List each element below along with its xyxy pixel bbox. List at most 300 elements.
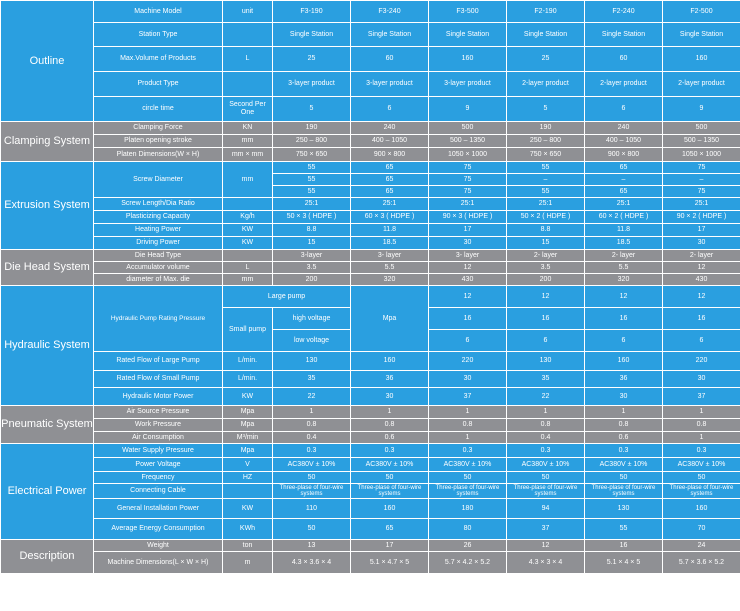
value-cell: Three-plase of four-wire systems bbox=[351, 484, 429, 499]
table-row bbox=[1, 198, 740, 211]
value-cell: 50 bbox=[273, 519, 351, 540]
value-cell: 9 bbox=[429, 97, 507, 122]
value-cell: 5 bbox=[507, 97, 585, 122]
value-cell: 35 bbox=[507, 371, 585, 388]
model-name: F3-500 bbox=[429, 1, 507, 23]
low-voltage-label: low voltage bbox=[273, 330, 351, 352]
value-cell: 2- layer bbox=[585, 250, 663, 262]
value-cell: 25:1 bbox=[429, 198, 507, 211]
spec-label: Machine Dimensions(L × W × H) bbox=[94, 552, 223, 574]
spec-label: Air Source Pressure bbox=[94, 406, 223, 419]
value-cell: Three-plase of four-wire systems bbox=[273, 484, 351, 499]
value-cell: 1050 × 1000 bbox=[429, 148, 507, 162]
spec-label: Screw Length/Dia Ratio bbox=[94, 198, 223, 211]
value-cell: 320 bbox=[585, 274, 663, 286]
value-cell: 22 bbox=[273, 388, 351, 406]
value-cell: 22 bbox=[507, 388, 585, 406]
small-pump-label: Small pump bbox=[223, 308, 273, 352]
value-cell: 75 bbox=[429, 174, 507, 186]
table-row bbox=[1, 472, 740, 484]
value-cell: 1 bbox=[663, 406, 740, 419]
value-cell: AC380V ± 10% bbox=[663, 458, 740, 472]
value-cell: 55 bbox=[507, 186, 585, 198]
spec-unit: ton bbox=[223, 540, 273, 552]
value-cell: 1 bbox=[507, 406, 585, 419]
value-cell: 75 bbox=[663, 162, 740, 174]
spec-label: Platen Dimensions(W × H) bbox=[94, 148, 223, 162]
spec-unit bbox=[223, 72, 273, 97]
table-row bbox=[1, 484, 740, 499]
value-cell: 6 bbox=[429, 330, 507, 352]
high-voltage-label: high voltage bbox=[273, 308, 351, 330]
value-cell: 240 bbox=[585, 122, 663, 135]
value-cell: 12 bbox=[507, 286, 585, 308]
spec-unit: M³/min bbox=[223, 432, 273, 444]
value-cell: 15 bbox=[273, 237, 351, 250]
value-cell: 2-layer product bbox=[585, 72, 663, 97]
value-cell: 1 bbox=[429, 432, 507, 444]
value-cell: 110 bbox=[273, 499, 351, 519]
value-cell: AC380V ± 10% bbox=[585, 458, 663, 472]
value-cell: 16 bbox=[507, 308, 585, 330]
spec-label: Plasticizing Capacity bbox=[94, 211, 223, 224]
value-cell: 200 bbox=[273, 274, 351, 286]
table-row bbox=[1, 371, 740, 388]
value-cell: 65 bbox=[351, 519, 429, 540]
table-row bbox=[1, 499, 740, 519]
value-cell: 16 bbox=[585, 540, 663, 552]
value-cell: 25:1 bbox=[351, 198, 429, 211]
value-cell: 180 bbox=[429, 499, 507, 519]
value-cell: 250 – 800 bbox=[507, 135, 585, 148]
value-cell: Three-plase of four-wire systems bbox=[585, 484, 663, 499]
value-cell: 55 bbox=[273, 162, 351, 174]
spec-unit bbox=[223, 198, 273, 211]
value-cell: 12 bbox=[663, 262, 740, 274]
value-cell: 0.4 bbox=[273, 432, 351, 444]
value-cell: 0.6 bbox=[585, 432, 663, 444]
spec-label: Die Head Type bbox=[94, 250, 223, 262]
spec-label: Connecting Cable bbox=[94, 484, 223, 499]
spec-label: Max.Volume of Products bbox=[94, 47, 223, 72]
value-cell: 190 bbox=[507, 122, 585, 135]
value-cell: AC380V ± 10% bbox=[273, 458, 351, 472]
value-cell: – bbox=[507, 174, 585, 186]
section-title: Electrical Power bbox=[1, 444, 94, 540]
value-cell: Three-plase of four-wire systems bbox=[507, 484, 585, 499]
spec-label: Power Voltage bbox=[94, 458, 223, 472]
value-cell: 30 bbox=[663, 371, 740, 388]
value-cell: 400 – 1050 bbox=[585, 135, 663, 148]
value-cell: 250 – 800 bbox=[273, 135, 351, 148]
table-row bbox=[1, 237, 740, 250]
value-cell: 11.8 bbox=[351, 224, 429, 237]
value-cell: 0.8 bbox=[429, 419, 507, 432]
value-cell: 200 bbox=[507, 274, 585, 286]
spec-unit: L bbox=[223, 262, 273, 274]
model-name: F3-240 bbox=[351, 1, 429, 23]
value-cell: 130 bbox=[585, 499, 663, 519]
value-cell: 1 bbox=[351, 406, 429, 419]
section-title: Description bbox=[1, 540, 94, 574]
value-cell: 500 bbox=[663, 122, 740, 135]
value-cell: Three-plase of four-wire systems bbox=[663, 484, 740, 499]
value-cell: 16 bbox=[429, 308, 507, 330]
value-cell: 160 bbox=[663, 47, 740, 72]
value-cell: 220 bbox=[663, 352, 740, 371]
value-cell: 3-layer product bbox=[351, 72, 429, 97]
table-row bbox=[1, 406, 740, 419]
table-row bbox=[1, 540, 740, 552]
spec-unit: KWh bbox=[223, 519, 273, 540]
value-cell: 12 bbox=[429, 286, 507, 308]
value-cell: 80 bbox=[429, 519, 507, 540]
value-cell: 750 × 650 bbox=[273, 148, 351, 162]
value-cell: AC380V ± 10% bbox=[351, 458, 429, 472]
spec-unit: KN bbox=[223, 122, 273, 135]
table-row bbox=[1, 1, 740, 23]
value-cell: 130 bbox=[507, 352, 585, 371]
value-cell: 8.8 bbox=[273, 224, 351, 237]
value-cell: 160 bbox=[663, 499, 740, 519]
value-cell: 50 × 2 ( HDPE ) bbox=[507, 211, 585, 224]
spec-unit: V bbox=[223, 458, 273, 472]
value-cell: 750 × 650 bbox=[507, 148, 585, 162]
value-cell: 500 bbox=[429, 122, 507, 135]
header-model-label: Machine Model bbox=[94, 1, 223, 23]
value-cell: 0.3 bbox=[585, 444, 663, 458]
value-cell: 8.8 bbox=[507, 224, 585, 237]
table-row bbox=[1, 432, 740, 444]
value-cell: 320 bbox=[351, 274, 429, 286]
value-cell: 0.8 bbox=[507, 419, 585, 432]
table-row bbox=[1, 444, 740, 458]
spec-label: Clamping Force bbox=[94, 122, 223, 135]
spec-unit: KW bbox=[223, 388, 273, 406]
value-cell: 15 bbox=[507, 237, 585, 250]
spec-unit: L bbox=[223, 47, 273, 72]
value-cell: 11.8 bbox=[585, 224, 663, 237]
value-cell: 500 – 1350 bbox=[429, 135, 507, 148]
value-cell: 3-layer product bbox=[273, 72, 351, 97]
table-row bbox=[1, 122, 740, 135]
value-cell: 4.3 × 3.6 × 4 bbox=[273, 552, 351, 574]
value-cell: 70 bbox=[663, 519, 740, 540]
value-cell: 50 bbox=[507, 472, 585, 484]
table-row bbox=[1, 262, 740, 274]
spec-unit bbox=[223, 23, 273, 47]
value-cell: 65 bbox=[351, 186, 429, 198]
value-cell: 37 bbox=[507, 519, 585, 540]
value-cell: 5.1 × 4 × 5 bbox=[585, 552, 663, 574]
spec-unit: L/min. bbox=[223, 352, 273, 371]
value-cell: 36 bbox=[585, 371, 663, 388]
value-cell: 0.8 bbox=[273, 419, 351, 432]
spec-label: Driving Power bbox=[94, 237, 223, 250]
value-cell: 430 bbox=[663, 274, 740, 286]
value-cell: 24 bbox=[663, 540, 740, 552]
section-title: Extrusion System bbox=[1, 162, 94, 250]
model-name: F3-190 bbox=[273, 1, 351, 23]
value-cell: 18.5 bbox=[585, 237, 663, 250]
spec-label: Station Type bbox=[94, 23, 223, 47]
table-row bbox=[1, 274, 740, 286]
value-cell: 5 bbox=[273, 97, 351, 122]
value-cell: 2- layer bbox=[507, 250, 585, 262]
value-cell: 500 – 1350 bbox=[663, 135, 740, 148]
value-cell: 90 × 3 ( HDPE ) bbox=[429, 211, 507, 224]
value-cell: 12 bbox=[585, 286, 663, 308]
value-cell: – bbox=[663, 174, 740, 186]
section-title: Clamping System bbox=[1, 122, 94, 162]
spec-label: Average Energy Consumption bbox=[94, 519, 223, 540]
table-row bbox=[1, 250, 740, 262]
table-row bbox=[1, 519, 740, 540]
value-cell: 5.5 bbox=[585, 262, 663, 274]
value-cell: 60 × 3 ( HDPE ) bbox=[351, 211, 429, 224]
value-cell: 50 bbox=[273, 472, 351, 484]
value-cell: 5.7 × 3.6 × 5.2 bbox=[663, 552, 740, 574]
value-cell: 55 bbox=[507, 162, 585, 174]
spec-label: Weight bbox=[94, 540, 223, 552]
spec-unit: Kg/h bbox=[223, 211, 273, 224]
table-row bbox=[1, 552, 740, 574]
value-cell: 16 bbox=[585, 308, 663, 330]
spec-label: Air Consumption bbox=[94, 432, 223, 444]
spec-label: Platen opening stroke bbox=[94, 135, 223, 148]
value-cell: 0.8 bbox=[585, 419, 663, 432]
value-cell: Single Station bbox=[351, 23, 429, 47]
spec-unit bbox=[223, 484, 273, 499]
value-cell: 190 bbox=[273, 122, 351, 135]
value-cell: 25:1 bbox=[507, 198, 585, 211]
section-title: Hydraulic System bbox=[1, 286, 94, 406]
spec-label: Rated Flow of Small Pump bbox=[94, 371, 223, 388]
spec-unit: Mpa bbox=[223, 444, 273, 458]
value-cell: 18.5 bbox=[351, 237, 429, 250]
table-row bbox=[1, 286, 740, 308]
table-row bbox=[1, 148, 740, 162]
value-cell: 130 bbox=[273, 352, 351, 371]
spec-unit bbox=[223, 250, 273, 262]
value-cell: 12 bbox=[429, 262, 507, 274]
table-row bbox=[1, 458, 740, 472]
value-cell: 1 bbox=[429, 406, 507, 419]
spec-unit: Mpa bbox=[223, 419, 273, 432]
value-cell: 0.3 bbox=[663, 444, 740, 458]
value-cell: 25:1 bbox=[663, 198, 740, 211]
value-cell: 6 bbox=[585, 97, 663, 122]
pump-group-label: Hydraulic Pump Rating Pressure bbox=[94, 286, 223, 352]
table-row bbox=[1, 72, 740, 97]
value-cell: 3-layer product bbox=[429, 72, 507, 97]
value-cell: 75 bbox=[663, 186, 740, 198]
section-title: Die Head System bbox=[1, 250, 94, 286]
value-cell: 240 bbox=[351, 122, 429, 135]
value-cell: 65 bbox=[585, 162, 663, 174]
spec-label: Accumulator volume bbox=[94, 262, 223, 274]
spec-unit: mm bbox=[223, 162, 273, 198]
value-cell: Single Station bbox=[663, 23, 740, 47]
spec-label: General Installation Power bbox=[94, 499, 223, 519]
value-cell: 4.3 × 3 × 4 bbox=[507, 552, 585, 574]
value-cell: 50 bbox=[429, 472, 507, 484]
value-cell: 94 bbox=[507, 499, 585, 519]
table-row bbox=[1, 419, 740, 432]
value-cell: 400 – 1050 bbox=[351, 135, 429, 148]
value-cell: Three-plase of four-wire systems bbox=[429, 484, 507, 499]
value-cell: 35 bbox=[273, 371, 351, 388]
table-row bbox=[1, 388, 740, 406]
value-cell: 430 bbox=[429, 274, 507, 286]
value-cell: 17 bbox=[663, 224, 740, 237]
value-cell: 55 bbox=[585, 519, 663, 540]
value-cell: 1 bbox=[585, 406, 663, 419]
table-row bbox=[1, 47, 740, 72]
table-row bbox=[1, 23, 740, 47]
spec-unit: Second Per One bbox=[223, 97, 273, 122]
table-row bbox=[1, 211, 740, 224]
spec-unit: m bbox=[223, 552, 273, 574]
value-cell: 37 bbox=[663, 388, 740, 406]
value-cell: 60 bbox=[351, 47, 429, 72]
value-cell: 50 × 3 ( HDPE ) bbox=[273, 211, 351, 224]
value-cell: 37 bbox=[429, 388, 507, 406]
value-cell: 5.5 bbox=[351, 262, 429, 274]
value-cell: 900 × 800 bbox=[585, 148, 663, 162]
value-cell: 6 bbox=[351, 97, 429, 122]
value-cell: 0.3 bbox=[429, 444, 507, 458]
value-cell: 30 bbox=[429, 237, 507, 250]
value-cell: 17 bbox=[351, 540, 429, 552]
model-name: F2-500 bbox=[663, 1, 740, 23]
model-name: F2-190 bbox=[507, 1, 585, 23]
value-cell: 9 bbox=[663, 97, 740, 122]
spec-unit: L/min. bbox=[223, 371, 273, 388]
value-cell: 3.5 bbox=[507, 262, 585, 274]
value-cell: 17 bbox=[429, 224, 507, 237]
value-cell: 3- layer bbox=[429, 250, 507, 262]
value-cell: 50 bbox=[663, 472, 740, 484]
value-cell: 90 × 2 ( HDPE ) bbox=[663, 211, 740, 224]
spec-label: Product Type bbox=[94, 72, 223, 97]
value-cell: 12 bbox=[507, 540, 585, 552]
value-cell: 220 bbox=[429, 352, 507, 371]
value-cell: 16 bbox=[663, 308, 740, 330]
spec-label: Frequency bbox=[94, 472, 223, 484]
value-cell: 6 bbox=[507, 330, 585, 352]
table-row bbox=[1, 352, 740, 371]
table-row bbox=[1, 97, 740, 122]
model-name: F2-240 bbox=[585, 1, 663, 23]
value-cell: 55 bbox=[273, 174, 351, 186]
value-cell: Single Station bbox=[429, 23, 507, 47]
value-cell: 0.4 bbox=[507, 432, 585, 444]
value-cell: 0.8 bbox=[351, 419, 429, 432]
value-cell: 75 bbox=[429, 186, 507, 198]
spec-unit: KW bbox=[223, 237, 273, 250]
value-cell: 60 × 2 ( HDPE ) bbox=[585, 211, 663, 224]
value-cell: Single Station bbox=[273, 23, 351, 47]
value-cell: AC380V ± 10% bbox=[507, 458, 585, 472]
value-cell: 65 bbox=[585, 186, 663, 198]
value-cell: 0.3 bbox=[351, 444, 429, 458]
value-cell: 0.3 bbox=[273, 444, 351, 458]
value-cell: 25 bbox=[507, 47, 585, 72]
value-cell: 160 bbox=[351, 352, 429, 371]
value-cell: 5.7 × 4.2 × 5.2 bbox=[429, 552, 507, 574]
section-title: Pneumatic System bbox=[1, 406, 94, 444]
spec-label: Work Pressure bbox=[94, 419, 223, 432]
value-cell: 160 bbox=[429, 47, 507, 72]
pump-unit: Mpa bbox=[351, 286, 429, 352]
spec-unit: mm bbox=[223, 274, 273, 286]
value-cell: 0.6 bbox=[351, 432, 429, 444]
value-cell: 3- layer bbox=[351, 250, 429, 262]
spec-unit: Mpa bbox=[223, 406, 273, 419]
value-cell: Single Station bbox=[585, 23, 663, 47]
value-cell: 30 bbox=[585, 388, 663, 406]
value-cell: 26 bbox=[429, 540, 507, 552]
value-cell: 5.1 × 4.7 × 5 bbox=[351, 552, 429, 574]
table-row bbox=[1, 224, 740, 237]
value-cell: – bbox=[585, 174, 663, 186]
value-cell: 75 bbox=[429, 162, 507, 174]
value-cell: 55 bbox=[273, 186, 351, 198]
value-cell: 3-layer bbox=[273, 250, 351, 262]
value-cell: 25:1 bbox=[585, 198, 663, 211]
spec-unit: KW bbox=[223, 499, 273, 519]
value-cell: 30 bbox=[663, 237, 740, 250]
spec-label: Water Supply Pressure bbox=[94, 444, 223, 458]
value-cell: 60 bbox=[585, 47, 663, 72]
spec-unit: mm bbox=[223, 135, 273, 148]
value-cell: 6 bbox=[663, 330, 740, 352]
spec-label: diameter of Max. die bbox=[94, 274, 223, 286]
spec-label: circle time bbox=[94, 97, 223, 122]
value-cell: 65 bbox=[351, 162, 429, 174]
value-cell: AC380V ± 10% bbox=[429, 458, 507, 472]
value-cell: 65 bbox=[351, 174, 429, 186]
value-cell: Single Station bbox=[507, 23, 585, 47]
value-cell: 13 bbox=[273, 540, 351, 552]
value-cell: 2- layer bbox=[663, 250, 740, 262]
value-cell: 0.3 bbox=[507, 444, 585, 458]
spec-label: Screw Diameter bbox=[94, 162, 223, 198]
value-cell: 1 bbox=[273, 406, 351, 419]
table-row bbox=[1, 162, 740, 174]
spec-label: Heating Power bbox=[94, 224, 223, 237]
value-cell: 6 bbox=[585, 330, 663, 352]
value-cell: 50 bbox=[585, 472, 663, 484]
value-cell: 30 bbox=[429, 371, 507, 388]
section-title: Outline bbox=[1, 1, 94, 122]
value-cell: 30 bbox=[351, 388, 429, 406]
spec-label: Hydraulic Motor Power bbox=[94, 388, 223, 406]
value-cell: 160 bbox=[585, 352, 663, 371]
value-cell: 2-layer product bbox=[507, 72, 585, 97]
spec-label: Rated Flow of Large Pump bbox=[94, 352, 223, 371]
value-cell: 2-layer product bbox=[663, 72, 740, 97]
value-cell: 3.5 bbox=[273, 262, 351, 274]
value-cell: 36 bbox=[351, 371, 429, 388]
value-cell: 25 bbox=[273, 47, 351, 72]
large-pump-label: Large pump bbox=[223, 286, 351, 308]
header-unit-label: unit bbox=[223, 1, 273, 23]
spec-unit: HZ bbox=[223, 472, 273, 484]
value-cell: 25:1 bbox=[273, 198, 351, 211]
value-cell: 50 bbox=[351, 472, 429, 484]
